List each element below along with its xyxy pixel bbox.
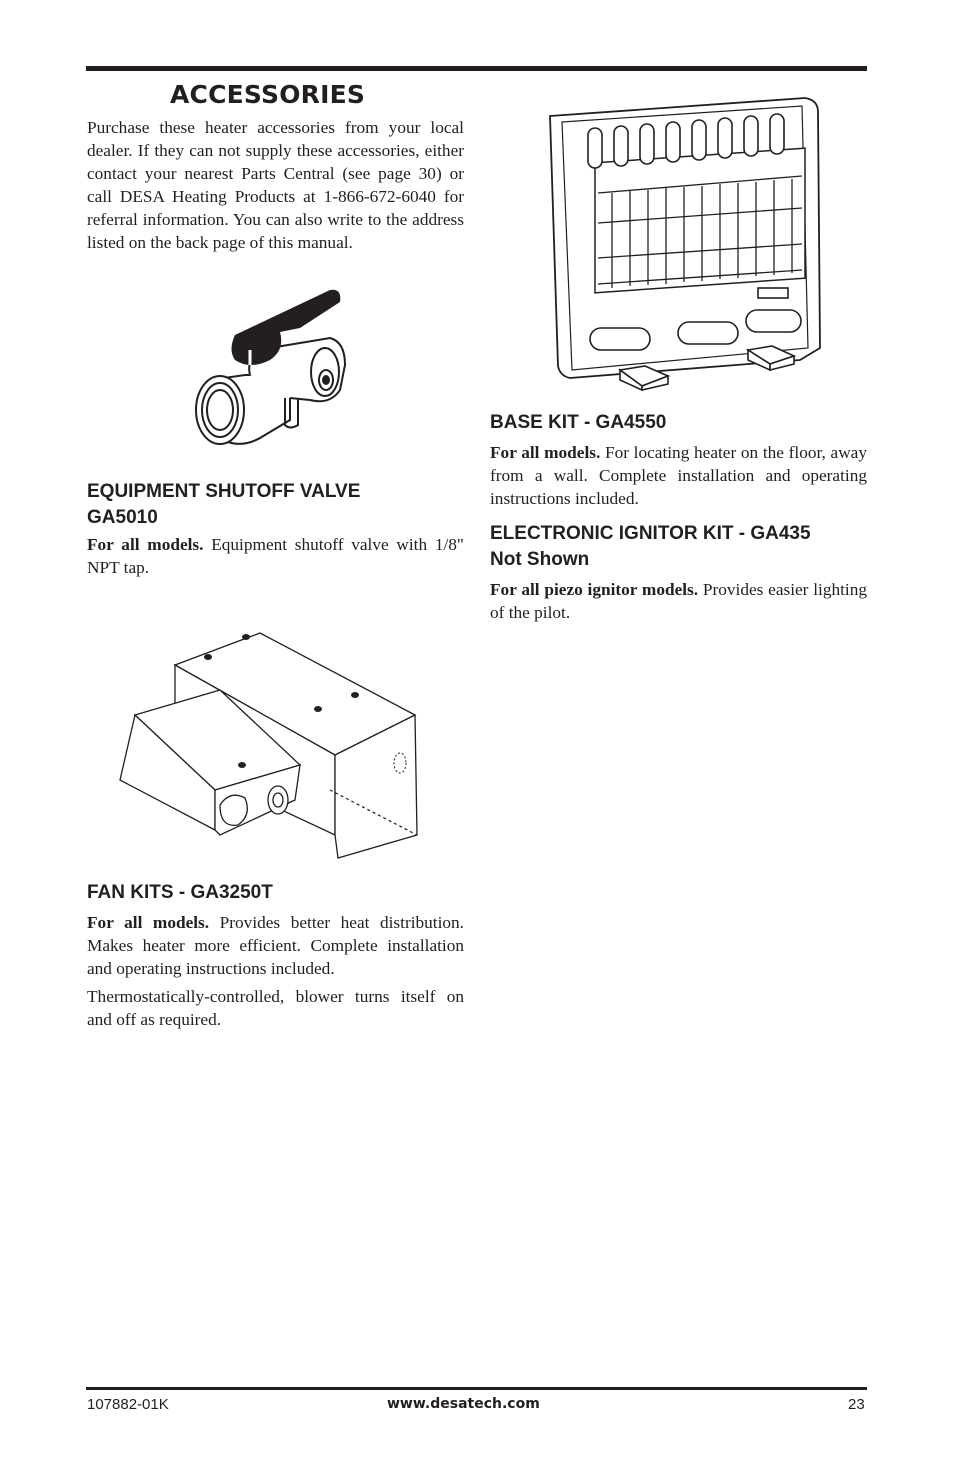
footer-website[interactable]: www.desatech.com <box>387 1396 540 1412</box>
intro-text: Purchase these heater accessories from your local dealer. If they can not supply these accessories, either contact your nearest Parts Central (see page 30) or call DESA Heating Products at 1-866-672-6040 for referral information. You can also write to the address listed on the back page of this manual. <box>87 118 464 252</box>
base-kit-text: For locating heater on the floor, away from a wall. Complete installation and operating instructions included. <box>490 443 867 508</box>
footer-part-number: 107882-01K <box>87 1396 169 1413</box>
fan-heading: FAN KITS - GA3250T <box>87 882 273 903</box>
shutoff-valve-illustration <box>190 280 350 455</box>
base-kit-description <box>490 441 867 515</box>
base-kit-heading: BASE KIT - GA4550 <box>490 412 667 433</box>
valve-heading-line2: GA5010 <box>87 507 158 528</box>
fan-kit-illustration <box>120 630 420 860</box>
valve-text: Equipment shutoff valve with 1/8" NPT tap. <box>87 535 464 577</box>
valve-description <box>87 533 464 584</box>
footer-page-number: 23 <box>848 1396 865 1413</box>
ignitor-lead: For all piezo ignitor models. <box>490 580 699 599</box>
base-kit-lead: For all models. <box>490 443 601 462</box>
page-title: ACCESSORIES <box>170 80 366 109</box>
intro-paragraph <box>87 116 464 259</box>
valve-heading-line1: EQUIPMENT SHUTOFF VALVE <box>87 481 361 502</box>
ignitor-description <box>490 578 867 629</box>
bottom-rule <box>86 1387 867 1390</box>
fan-text-2: Thermostatically-controlled, blower turns itself on and off as required. <box>87 987 464 1029</box>
fan-lead: For all models. <box>87 913 210 932</box>
ignitor-text: Provides easier lighting of the pilot. <box>490 580 867 622</box>
fan-description <box>87 911 464 1036</box>
base-kit-heater-illustration <box>550 98 820 390</box>
ignitor-heading-line2: Not Shown <box>490 549 590 570</box>
fan-text: Provides better heat distribution. Makes heater more efficient. Complete installation and operating instructions included. <box>87 913 464 978</box>
valve-lead: For all models. <box>87 535 204 554</box>
ignitor-heading-line1: ELECTRONIC IGNITOR KIT - GA435 <box>490 523 811 544</box>
top-rule <box>86 66 867 71</box>
ignitor-heading <box>490 521 811 573</box>
valve-heading <box>87 479 360 531</box>
